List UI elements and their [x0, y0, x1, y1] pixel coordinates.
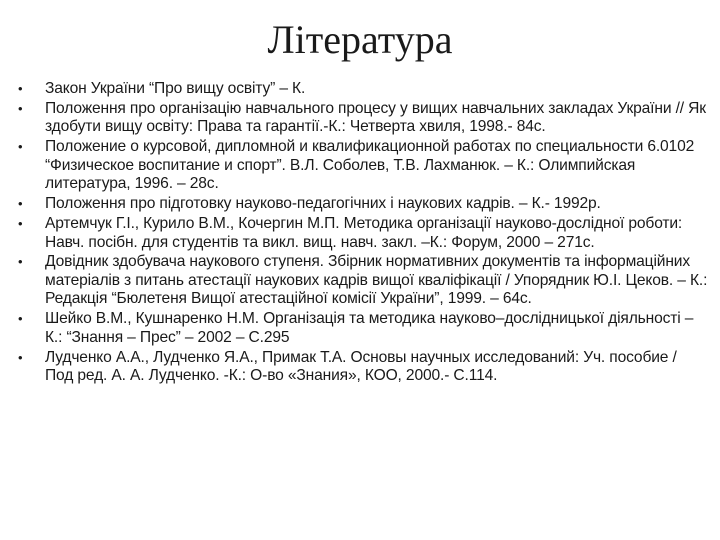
reference-item — [18, 138, 708, 194]
reference-item — [18, 215, 708, 252]
reference-item — [18, 253, 708, 309]
reference-text: Закон України “Про вищу освіту” – К. — [45, 80, 306, 97]
reference-item — [18, 80, 708, 99]
slide-title: Література — [267, 17, 453, 62]
bullet-icon: • — [18, 139, 23, 155]
bullet-icon: • — [18, 349, 23, 365]
reference-item — [18, 310, 708, 347]
bullet-icon: • — [18, 215, 23, 231]
reference-list — [18, 80, 708, 387]
reference-text: Положення про підготовку науково-педагогічних і наукових кадрів. – К.- 1992р. — [45, 195, 601, 213]
reference-text: Довідник здобувача наукового ступеня. Збірник нормативних документів та інформаційних матеріалів з питань атестації наукових кадрів вищої кваліфікації / Упорядник Ю.І. Цеков. – К.: Редакція “Бюлетеня Вищої атестаційної комісії України”, 1999. – 64с. — [45, 253, 708, 308]
reference-item — [18, 100, 708, 137]
reference-text: Лудченко А.А., Лудченко Я.А., Примак Т.А. Основы научных исследований: Уч. пособие / Под ред. А. А. Лудченко. -К.: О-во «Знания», КОО, 2000.- С.114. — [45, 348, 677, 385]
reference-text: Положення про організацію навчального процесу у вищих навчальних закладах України // Як здобути вищу освіту: Права та гарантії.-К.: Четверта хвиля, 1998.- 84с. — [45, 99, 706, 136]
reference-item — [18, 349, 708, 386]
bullet-icon: • — [18, 196, 23, 212]
bullet-icon: • — [18, 311, 23, 327]
bullet-icon: • — [18, 254, 23, 270]
bullet-icon: • — [18, 100, 23, 116]
reference-text: Шейко В.М., Кушнаренко Н.М. Організація та методика науково–дослідницької діяльності – К.: “Знання – Прес” – 2002 – С.295 — [45, 310, 694, 346]
reference-text: Положение о курсовой, дипломной и квалификационной работах по специальности 6.0102 “Физическое воспитание и спорт”. В.Л. Соболев, Т.В. Лахманюк. – К.: Олимпийская литература, 1996. – 28с. — [45, 138, 695, 193]
reference-text: Артемчук Г.І., Курило В.М., Кочергин М.П. Методика організації науково-дослідної роботи: Навч. посібн. для студентів та викл. вищ. навч. закл. –К.: Форум, 2000 – 271с. — [45, 214, 683, 251]
reference-item — [18, 195, 708, 214]
bullet-icon: • — [18, 81, 23, 96]
